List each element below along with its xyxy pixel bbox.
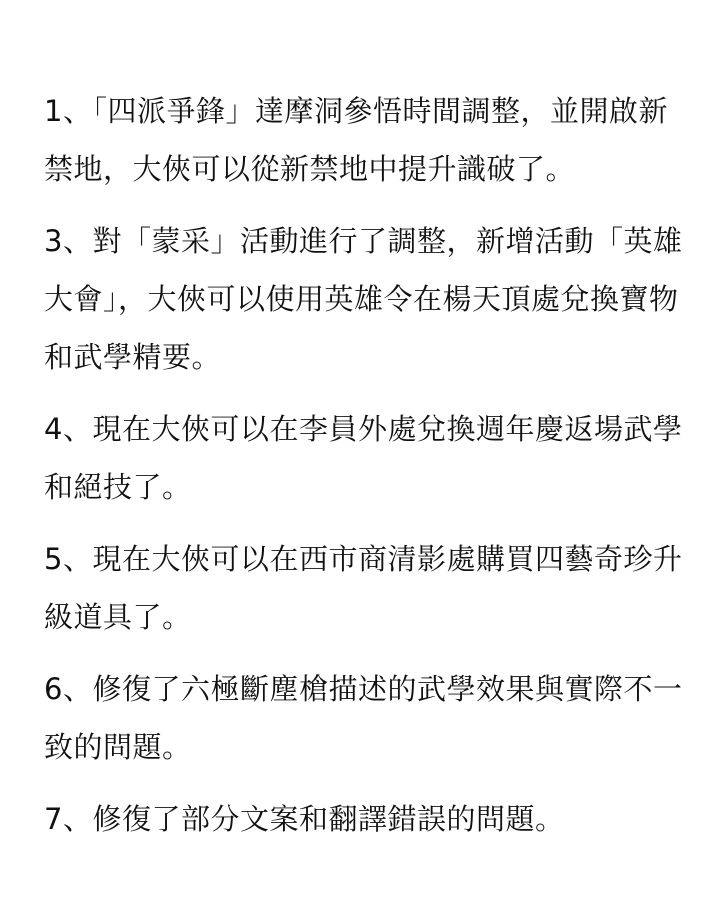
note-item-5: 5、現在大俠可以在西市商清影處購買四藝奇珍升級道具了。 — [44, 542, 683, 634]
note-item-1: 1、「四派爭鋒」達摩洞參悟時間調整，並開啟新禁地，大俠可以從新禁地中提升識破了。 — [44, 94, 668, 186]
note-item-3: 3、對「蒙采」活動進行了調整，新增活動「英雄大會」，大俠可以使用英雄令在楊天頂處兌換寶物和武學精要。 — [44, 224, 683, 374]
note-item-6: 6、修復了六極斷塵槍描述的武學效果與實際不一致的問題。 — [44, 672, 683, 764]
note-item-4: 4、現在大俠可以在李員外處兌換週年慶返場武學和絕技了。 — [44, 412, 683, 504]
note-item-7: 7、修復了部分文案和翻譯錯誤的問題。 — [44, 802, 565, 836]
patch-notes-list — [44, 82, 684, 862]
